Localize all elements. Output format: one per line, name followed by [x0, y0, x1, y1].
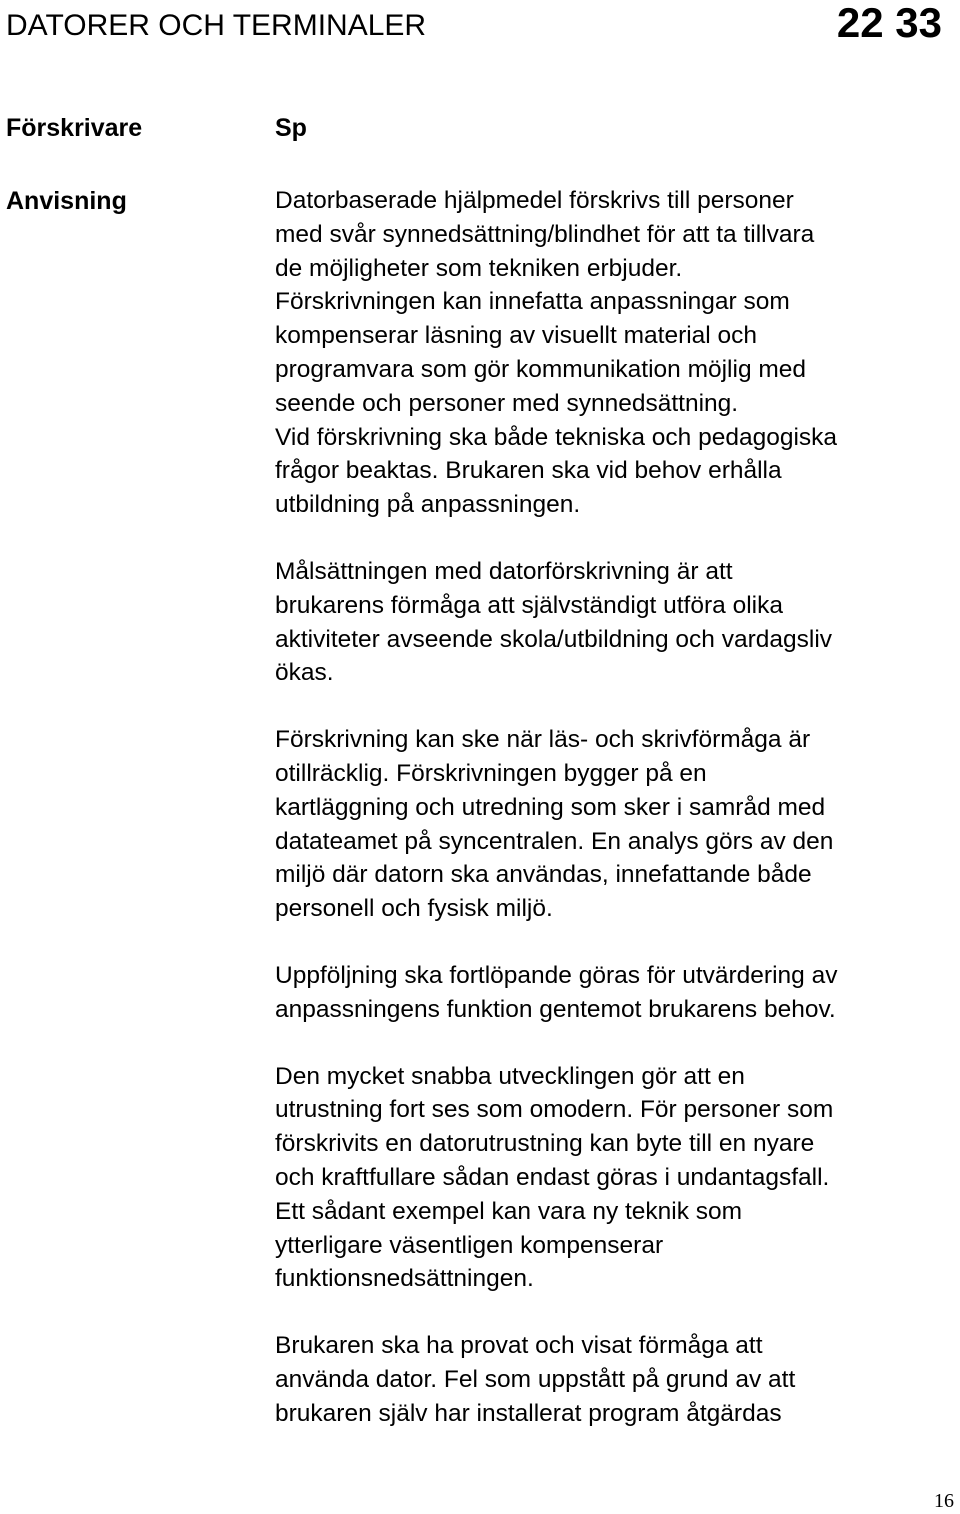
text-line: med svår synnedsättning/blindhet för att ta tillvara — [275, 220, 815, 248]
paragraph-2 — [275, 555, 945, 690]
text-line: utrustning fort ses som omodern. För personer som — [275, 1096, 834, 1124]
text-line: Brukaren ska ha provat och visat förmåga att — [275, 1332, 763, 1360]
text-line: förskrivits en datorutrustning kan byte till en nyare — [275, 1130, 815, 1158]
instruction-body — [275, 184, 945, 1464]
page-number: 16 — [934, 1490, 954, 1512]
text-line: ytterligare väsentligen kompenserar — [275, 1231, 664, 1259]
text-line: miljö där datorn ska användas, innefattande både — [275, 861, 812, 889]
instruction-label: Anvisning — [6, 187, 127, 215]
prescriber-label: Förskrivare — [6, 114, 143, 142]
text-line: Den mycket snabba utvecklingen gör att en — [275, 1062, 745, 1090]
section-title: DATORER OCH TERMINALER — [6, 9, 427, 42]
prescriber-value: Sp — [275, 114, 307, 142]
section-code: 22 33 — [836, 0, 942, 46]
text-line: och kraftfullare sådan endast göras i undantagsfall. — [275, 1163, 830, 1191]
text-line: Vid förskrivning ska både tekniska och pedagogiska — [275, 423, 838, 451]
text-line: ökas. — [275, 659, 334, 687]
text-line: brukaren själv har installerat program åtgärdas — [275, 1399, 782, 1427]
text-line: programvara som gör kommunikation möjlig med — [275, 355, 807, 383]
text-line: använda dator. Fel som uppstått på grund av att — [275, 1365, 796, 1393]
paragraph-5 — [275, 1060, 945, 1297]
text-line: personell och fysisk miljö. — [275, 895, 553, 923]
text-line: kartläggning och utredning som sker i samråd med — [275, 793, 826, 821]
text-line: Förskrivningen kan innefatta anpassningar som — [275, 288, 790, 316]
paragraph-4 — [275, 959, 945, 1027]
text-line: anpassningens funktion gentemot brukarens behov. — [275, 995, 836, 1023]
text-line: utbildning på anpassningen. — [275, 491, 581, 519]
text-line: Uppföljning ska fortlöpande göras för utvärdering av — [275, 961, 838, 989]
text-line: kompenserar läsning av visuellt material och — [275, 322, 758, 350]
text-line: aktiviteter avseende skola/utbildning och vardagsliv — [275, 625, 833, 653]
text-line: de möjligheter som tekniken erbjuder. — [275, 254, 683, 282]
paragraph-1 — [275, 184, 945, 522]
text-line: frågor beaktas. Brukaren ska vid behov erhålla — [275, 457, 782, 485]
text-line: Datorbaserade hjälpmedel förskrivs till personer — [275, 187, 794, 214]
paragraph-3 — [275, 723, 945, 926]
text-line: seende och personer med synnedsättning. — [275, 389, 739, 417]
text-line: Målsättningen med datorförskrivning är att — [275, 557, 733, 585]
text-line: brukarens förmåga att självständigt utföra olika — [275, 591, 783, 619]
text-line: datateamet på syncentralen. En analys görs av den — [275, 827, 834, 855]
text-line: funktionsnedsättningen. — [275, 1265, 534, 1293]
text-line: Förskrivning kan ske när läs- och skrivförmåga är — [275, 726, 811, 754]
text-line: Ett sådant exempel kan vara ny teknik som — [275, 1197, 743, 1225]
paragraph-6 — [275, 1329, 945, 1430]
text-line: otillräcklig. Förskrivningen bygger på en — [275, 759, 707, 787]
